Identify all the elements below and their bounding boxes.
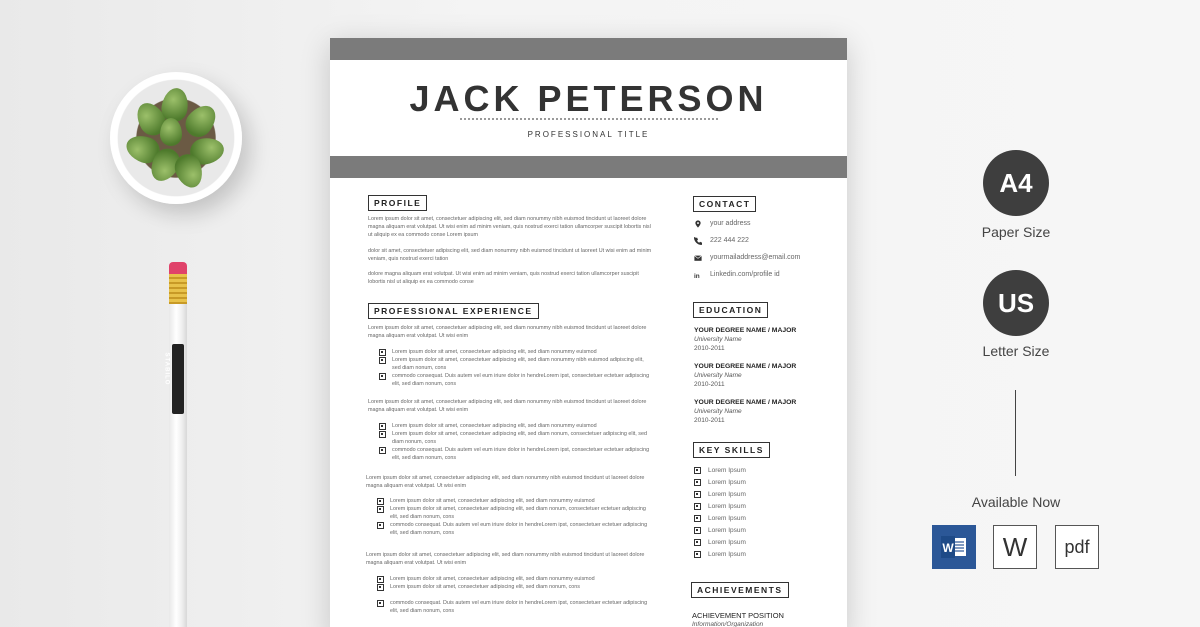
- job-1-bullet-1: Lorem ipsum dolor sit amet, consectetuer adipiscing elit, sed diam nonummy euismod: [378, 348, 650, 356]
- header-bar-top: [330, 38, 847, 60]
- contact-email: yourmailaddress@email.com: [710, 254, 801, 261]
- education-degree-3: YOUR DEGREE NAME / MAJOR: [694, 399, 797, 406]
- skill-item: Lorem Ipsum: [694, 539, 746, 546]
- contact-heading: CONTACT: [693, 196, 756, 212]
- letter-size-label: Letter Size: [982, 343, 1050, 359]
- job-4-bullet-2: Lorem ipsum dolor sit amet, consectetuer adipiscing elit, sed diam nonum, cons: [376, 583, 650, 591]
- job-4-bullet-1: Lorem ipsum dolor sit amet, consectetuer adipiscing elit, sed diam nonummy euismod: [376, 575, 650, 583]
- job-2-bullet-3: commodo consequat. Duis autem vel eum iriure dolor in hendreLorem ipst, consectetuer ectetuer adipiscing elit, sed diam nonum, cons: [378, 446, 650, 462]
- paper-size-label: Paper Size: [981, 224, 1051, 240]
- job-2-bullet-2: Lorem ipsum dolor sit amet, consectetuer adipiscing elit, sed diam nonum, consectetuer adipiscing elit, sed diam nonum, cons: [378, 430, 650, 446]
- education-years-2: 2010-2011: [694, 381, 725, 388]
- experience-heading: PROFESSIONAL EXPERIENCE: [368, 303, 539, 319]
- skill-item: Lorem Ipsum: [694, 491, 746, 498]
- word-alt-letter: W: [1002, 531, 1028, 562]
- job-1-bullet-3: commodo consequat. Duis autem vel eum iriure dolor in hendreLorem ipst, consectetuer ectetuer adipiscing elit, sed diam nonum, cons: [378, 372, 650, 388]
- word-alt-icon: [993, 525, 1037, 569]
- achievements-heading: ACHIEVEMENTS: [691, 582, 789, 598]
- phone-icon: [694, 237, 702, 245]
- job-3-bullet-1: Lorem ipsum dolor sit amet, consectetuer adipiscing elit, sed diam nonummy euismod: [376, 497, 650, 505]
- job-intro-3: Lorem ipsum dolor sit amet, consectetuer adipiscing elit, sed diam nonummy nibh euismod tincidunt ut laoreet dolore magna aliquam erat volutpat. Ut wisi enim: [366, 475, 645, 490]
- profile-paragraph-3: dolore magna aliquam erat volutpat. Ut wisi enim ad minim veniam, quis nostrud exerci tation ullamcorper suscipit lobortis nisl ut aliquip ex ea commodo conse: [368, 271, 639, 286]
- skill-item: Lorem Ipsum: [694, 515, 746, 522]
- skill-item: Lorem Ipsum: [694, 467, 746, 474]
- education-heading: EDUCATION: [693, 302, 768, 318]
- contact-phone: 222 444 222: [710, 237, 749, 244]
- a4-badge: A4: [983, 150, 1049, 216]
- job-4-bullet-3: commodo consequat. Duis autem vel eum iriure dolor in hendreLorem ipst, consectetuer ectetuer adipiscing elit, sed diam nonum, cons: [376, 599, 650, 615]
- pencil-image: [163, 262, 187, 627]
- education-years-3: 2010-2011: [694, 417, 725, 424]
- profile-paragraph-2: dolor sit amet, consectetuer adipiscing elit, sed diam nonummy nibh euismod tincidunt ut laoreet Ut wisi enim ad minim veniam, quis nostrud exerci tation: [368, 248, 652, 263]
- profile-paragraph-1: Lorem ipsum dolor sit amet, consectetuer adipiscing elit, sed diam nonummy nibh euismod tincidunt ut laoreet dolore magna aliquam erat volutpat. Ut wisi enim ad minim veniam, quis nostrud exerci tation ullamcorper suscipit lobortis nisl ut aliquip ex ea commodo conse Lorem ipsum: [368, 216, 651, 239]
- contact-linkedin: Linkedin.com/profile id: [710, 271, 780, 278]
- skills-heading: KEY SKILLS: [693, 442, 770, 458]
- available-now-label: Available Now: [971, 494, 1061, 510]
- job-intro-4: Lorem ipsum dolor sit amet, consectetuer adipiscing elit, sed diam nonummy nibh euismod tincidunt ut laoreet dolore magna aliquam erat volutpat. Ut wisi enim: [366, 552, 645, 567]
- location-pin-icon: [694, 220, 702, 228]
- pencil-brand-label: STABILO: [172, 344, 184, 414]
- job-intro-1: Lorem ipsum dolor sit amet, consectetuer adipiscing elit, sed diam nonummy nibh euismod tincidunt ut laoreet dolore magna aliquam erat volutpat. Ut wisi enim: [368, 325, 647, 340]
- skill-item: Lorem Ipsum: [694, 527, 746, 534]
- name-underline: [460, 118, 718, 122]
- education-degree-1: YOUR DEGREE NAME / MAJOR: [694, 327, 797, 334]
- education-university-2: University Name: [694, 372, 742, 379]
- divider-line: [1015, 390, 1016, 476]
- svg-text:in: in: [694, 272, 700, 279]
- resume-name: JACK PETERSON: [409, 78, 768, 119]
- professional-title: PROFESSIONAL TITLE: [527, 130, 650, 139]
- job-1-bullet-2: Lorem ipsum dolor sit amet, consectetuer adipiscing elit, sed diam nonummy nibh euismod adipiscing elit, sed diam nonum, cons: [378, 356, 650, 372]
- education-university-3: University Name: [694, 408, 742, 415]
- email-icon: [694, 254, 702, 262]
- us-badge: US: [983, 270, 1049, 336]
- skill-item: Lorem Ipsum: [694, 551, 746, 558]
- svg-text:W: W: [942, 541, 954, 555]
- job-intro-2: Lorem ipsum dolor sit amet, consectetuer adipiscing elit, sed diam nonummy nibh euismod tincidunt ut laoreet dolore magna aliquam erat volutpat. Ut wisi enim: [368, 399, 647, 414]
- education-degree-2: YOUR DEGREE NAME / MAJOR: [694, 363, 797, 370]
- education-years-1: 2010-2011: [694, 345, 725, 352]
- job-2-bullet-1: Lorem ipsum dolor sit amet, consectetuer adipiscing elit, sed diam nonummy euismod: [378, 422, 650, 430]
- skill-item: Lorem Ipsum: [694, 479, 746, 486]
- pdf-icon: [1055, 525, 1099, 569]
- achievement-organization: Information/Organization: [692, 621, 764, 627]
- pdf-label: pdf: [1064, 536, 1090, 557]
- job-3-bullet-3: commodo consequat. Duis autem vel eum iriure dolor in hendreLorem ipst, consectetuer ectetuer adipiscing elit, sed diam nonum, cons: [376, 521, 650, 537]
- contact-address: your address: [710, 220, 751, 227]
- word-icon: [932, 525, 976, 569]
- header-bar-bottom: [330, 156, 847, 178]
- job-3-bullet-2: Lorem ipsum dolor sit amet, consectetuer adipiscing elit, sed diam nonum, consectetuer ectetuer adipiscing elit, sed diam nonum, cons: [376, 505, 650, 521]
- resume-page: [330, 38, 847, 627]
- linkedin-icon: [694, 271, 702, 279]
- skill-item: Lorem Ipsum: [694, 503, 746, 510]
- education-university-1: University Name: [694, 336, 742, 343]
- potted-plant-image: [110, 72, 242, 204]
- achievement-position: ACHIEVEMENT POSITION: [692, 611, 784, 620]
- profile-heading: PROFILE: [368, 195, 427, 211]
